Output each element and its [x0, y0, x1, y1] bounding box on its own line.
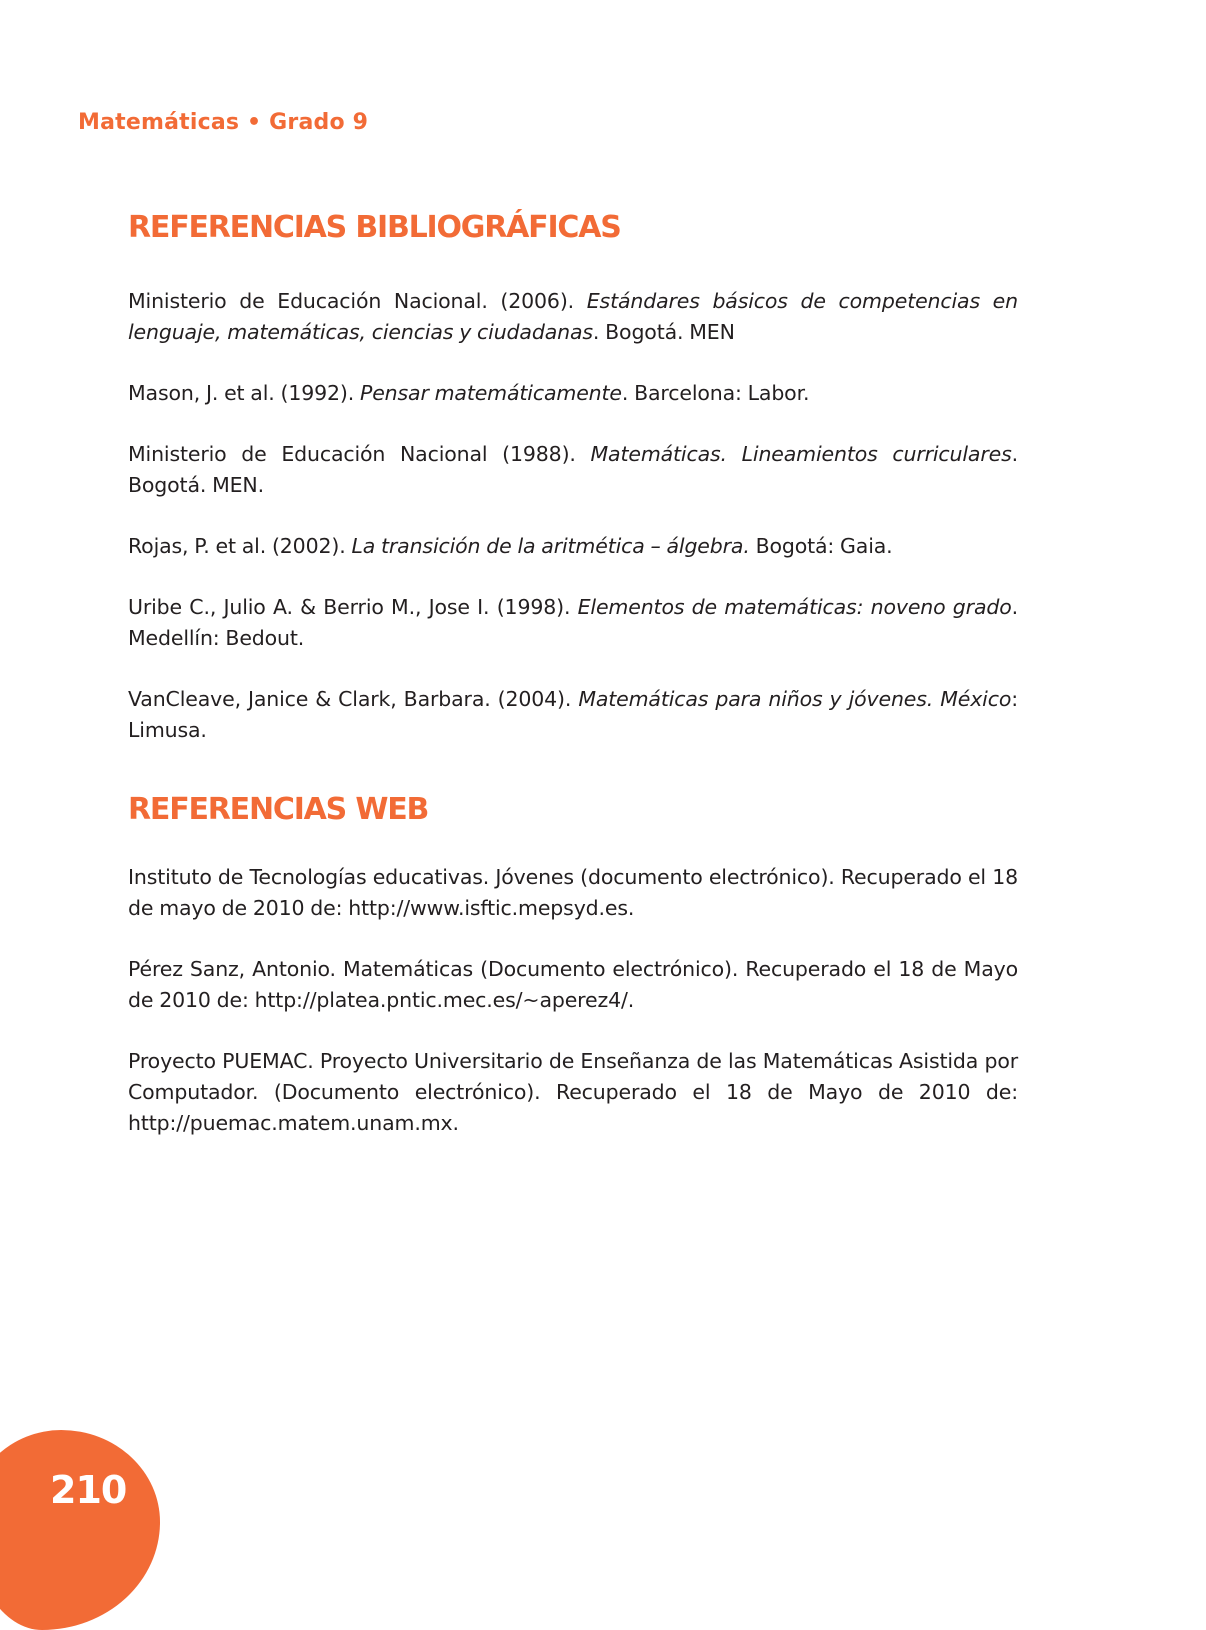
bibliography-entry: Uribe C., Julio A. & Berrio M., Jose I. (1998). Elementos de matemáticas: noveno grado. Medellín: Bedout. — [128, 595, 1018, 650]
web-references-list — [128, 862, 1018, 1169]
bibliography-title: REFERENCIAS BIBLIOGRÁFICAS — [128, 210, 621, 245]
bibliography-entry: Ministerio de Educación Nacional. (2006). Estándares básicos de competencias en lenguaje, matemáticas, ciencias y ciudadanas. Bogotá. MEN — [128, 289, 1018, 344]
web-references-title: REFERENCIAS WEB — [128, 792, 429, 827]
web-reference-entry: Proyecto PUEMAC. Proyecto Universitario de Enseñanza de las Matemáticas Asistida por Computador. (Documento electrónico). Recuperado el 18 de Mayo de 2010 de: http://puemac.matem.unam.mx. — [128, 1049, 1018, 1135]
running-head: Matemáticas • Grado 9 — [78, 110, 369, 135]
bibliography-entry: Rojas, P. et al. (2002). La transición de la aritmética – álgebra. Bogotá: Gaia. — [128, 534, 893, 558]
web-reference-entry: Instituto de Tecnologías educativas. Jóvenes (documento electrónico). Recuperado el 18 de mayo de 2010 de: http://www.isftic.mepsyd.es. — [128, 865, 1018, 920]
bibliography-entry: VanCleave, Janice & Clark, Barbara. (2004). Matemáticas para niños y jóvenes. México: Limusa. — [128, 687, 1018, 742]
bibliography-entry: Mason, J. et al. (1992). Pensar matemáticamente. Barcelona: Labor. — [128, 381, 810, 405]
page-number-tab — [0, 1430, 160, 1630]
bibliography-list — [128, 286, 1018, 776]
bibliography-entry: Ministerio de Educación Nacional (1988). Matemáticas. Lineamientos curriculares. Bogotá. MEN. — [128, 442, 1018, 497]
page-number: 210 — [50, 1468, 127, 1512]
web-reference-entry: Pérez Sanz, Antonio. Matemáticas (Documento electrónico). Recuperado el 18 de Mayo de 2010 de: http://platea.pntic.mec.es/~aperez4/. — [128, 957, 1018, 1012]
